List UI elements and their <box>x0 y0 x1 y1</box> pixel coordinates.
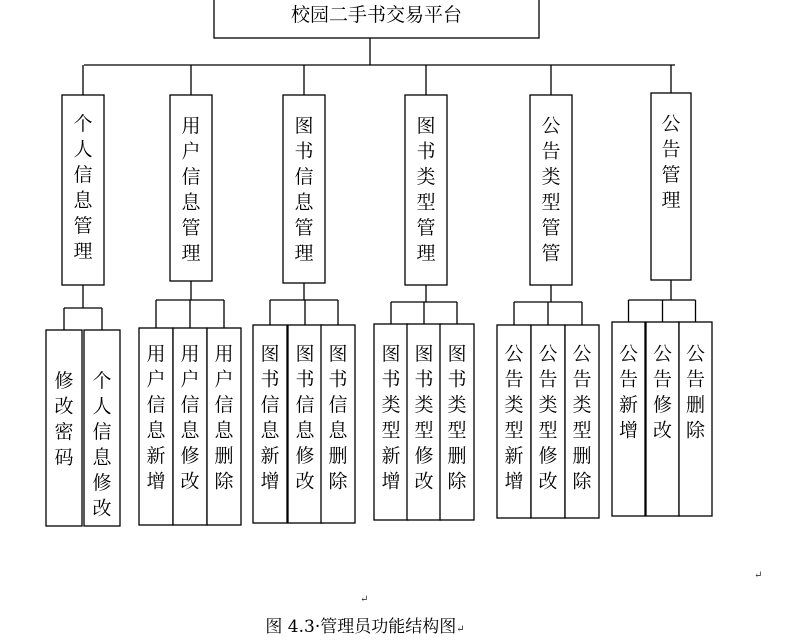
child-label: 公告新增 <box>618 343 639 442</box>
figure-caption <box>200 612 530 637</box>
child-label: 图书信息修改 <box>295 343 315 493</box>
diagram-nodes <box>46 93 712 526</box>
paragraph-mark: ↵ <box>456 624 465 635</box>
module-label: 图书信息管理 <box>294 115 314 265</box>
child-label: 图书类型新增 <box>381 343 401 493</box>
child-label: 公告类型删除 <box>572 343 592 493</box>
child-label: 公告类型修改 <box>538 343 558 493</box>
paragraph-mark: ↵ <box>754 570 763 581</box>
child-label: 图书类型删除 <box>447 343 467 493</box>
module-label: 图书类型管理 <box>416 115 436 265</box>
module-label: 个人信息管理 <box>73 113 93 263</box>
child-label: 用户信息删除 <box>214 343 234 493</box>
connector-lines <box>64 38 696 330</box>
child-label: 用户信息新增 <box>146 343 166 493</box>
child-label: 公告修改 <box>652 343 673 442</box>
child-label: 图书信息新增 <box>260 343 280 493</box>
paragraph-mark: ↵ <box>360 594 369 605</box>
child-label: 公告删除 <box>685 343 706 442</box>
child-label: 图书信息删除 <box>328 343 348 493</box>
module-label: 公告类型管管 <box>541 115 561 265</box>
child-label: 个人信息修改 <box>92 370 112 520</box>
child-label: 图书类型修改 <box>414 343 434 493</box>
child-label: 用户信息修改 <box>180 343 200 493</box>
caption-text: 图 4.3·管理员功能结构图 <box>265 617 457 637</box>
root-label: 校园二手书交易平台 <box>290 4 462 26</box>
child-label: 公告类型新增 <box>504 343 524 493</box>
child-label: 修改密码 <box>54 370 74 469</box>
module-label: 用户信息管理 <box>181 115 201 265</box>
module-label: 公告管理 <box>661 113 681 212</box>
